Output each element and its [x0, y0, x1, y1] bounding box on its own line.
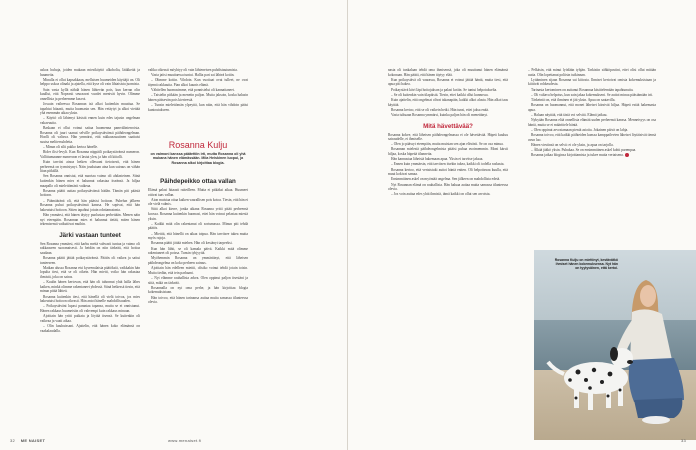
- body-paragraph: Hän toivoo, että hänen tarinansa auttaa muita samassa tilanteessa olevia.: [148, 295, 248, 305]
- body-paragraph: Myöhemmin Rosanna on ymmärtänyt, että läheisen päihdeongelma on koko perheen sairaus.: [148, 256, 248, 265]
- body-paragraph: Rosanna päätti jättää miehen. Hän oli kestänyt tarpeeksi.: [151, 241, 233, 246]
- body-paragraph: – Olimme kotiin. Vihdoin. Kun vuotiaat ovat tulleet, ne ovat täynnä rakkautta. Pian alkoi kaunis elämä.: [148, 78, 248, 87]
- body-paragraph: – Taistelin pitkään ja menetin paljon. Mutta jaksoin, koska halusin hänen pääsevän pois kierteestä.: [148, 93, 248, 102]
- body-paragraph: Sen Rosanna onnistui, että nuortaa vaimo oli ahdasteinen. Siinä kuitenkin hänen mies ei halunnut rakastaa itseänsä. Ja hiljaa maapallo oli mielettömästi vaikeaa.: [40, 174, 140, 188]
- page-number-right: 33: [680, 438, 686, 443]
- body-paragraph: – Älkää jääkö yksin. Puhukaa. Se on ensimmäinen askel kohti parempaa.: [531, 148, 637, 153]
- body-paragraph: – Miettiä, että hänellä on aikaa toipua. Hän tarvitsee tukea mutta myös rajoja.: [148, 231, 248, 241]
- body-paragraph: – Jos voin auttaa edes yhtä ihmistä, tämä kaikki on ollut sen arvoista.: [391, 192, 491, 197]
- body-paragraph: Rosannalla on nyt oma perhe, ja hän kirjoittaa blogia kokemuksistaan.: [148, 285, 248, 295]
- body-paragraph: – Olen jo päässyt eteenpäin, mutta muistan sen ajan elävästi. Se on osa minua.: [391, 142, 504, 147]
- body-paragraph: – Haluan näyttää, että tästä voi selvitä. Elämä jatkuu.: [531, 112, 608, 117]
- left-footer: [10, 438, 45, 443]
- left-column-2: [148, 68, 248, 438]
- subheading-paihdepeikko: Päihdepeikko ottaa vallan: [160, 177, 236, 185]
- body-paragraph: Sen Rosanna ymmärsi, että karhu meitä vahvasti tuntua ja vaimo oli rakkaaseen suoranaisesti. Ja heidän on niin tärkeää, että hoitoa saadaan.: [40, 241, 140, 255]
- body-paragraph: Rosanna kertoo, että vertaistuki auttoi häntä eniten. Oli helpottavaa kuulla, että muut kokivat samaa.: [388, 167, 508, 177]
- pull-quote-desc: on vaimoni kanssa päätettiin irti, mutta Rosanna oli yhä mukana hänen elämässään. Miia Heiskinen luopui, ja Rosanna alkoi kirjoittaa blogia.: [150, 152, 246, 165]
- photo-caption: Rosanna Kulju on miettinyt, kestävätkö ihmiset hänen kokemuksensa. Nyt hän on tyytyväinen, että kertoi.: [554, 258, 618, 271]
- body-paragraph: Rosanna kuitenkin tiesi, että hänellä oli vielä toivoa, jos mies hakeutuisi hoitoon oikeasti. Hän antoi hänelle mahdollisuuden.: [40, 294, 140, 304]
- left-column-1: [40, 68, 140, 438]
- body-paragraph: – Kuulin hänen kertovan, että hän oli tuhonnut yhtä lailla lähes kaiken, minkä olimme rakentaneet yhdessä. Siinä hetkessä tiesin, että minun pitää lähteä.: [40, 280, 140, 294]
- body-paragraph: Nyt Rosannan elämä on rauhallista. Hän haluaa auttaa muita samassa tilanteessa olevia.: [388, 182, 508, 192]
- body-paragraph: – Päämääränä oli, että hän pääsisi hoitoon. Puhelun jälkeen Rosanna puhui poikaystävänsä kanssa. He sopivat, että hän hakeutuisi hoitoon. Sitten tapahtui jotain odottamatonta.: [40, 198, 140, 212]
- body-paragraph: Rosanna päätti jättää poikaystävänsä. Päätös oli vaikea ja sattui tunteeseen.: [40, 256, 140, 265]
- body-paragraph: Rosanna kertoo, että se oli vaikein hetki. Hän tunsi, ettei jaksa enää.: [391, 107, 489, 112]
- body-paragraph: Tärkeintä on, että ihminen ei jää yksin. Apua on saatavilla.: [531, 97, 616, 102]
- body-paragraph: Hän kannustaa läheisiä hakemaan apua. Yksin ei tarvitse jaksaa.: [391, 157, 484, 162]
- left-footer-url: [168, 438, 201, 443]
- body-paragraph: Kun hän lähti, se oli kamala päivä. Kaikki mitä olimme rakentaneet oli poissa. Tunsin tyhjyyttä.: [148, 246, 248, 256]
- body-paragraph: – Minun oli silti pakko kertoa hänelle.: [43, 145, 98, 150]
- body-paragraph: Hänen viestinsä on selvä: et ole yksin, ja apua on tarjolla.: [531, 142, 614, 147]
- body-paragraph: Matkan alussa Rosanna etsi kyseenalaisia päätöksiä, vaikkakin hän lopulta tiesi, että se oli oikein. Hän mietti, voiko hän rakastaa ihmistä, joka on sairas.: [40, 265, 140, 280]
- body-paragraph: – Se oli kuitenkin vain tilapäistä. Tiesin, ettei kaikki ollut kunnossa.: [391, 92, 489, 97]
- body-paragraph: Sain vasta kyllä nähdä hänen lähtevän pois, kun kerran olin kuullut, että Nopeasti seuraavat vuodet menivät hyvin. Olimme onnellisia ja perheemme kasvoi.: [40, 87, 140, 101]
- body-paragraph: Poikaystävä kävi läpi hoitojakson ja palasi kotiin. Se tuntui helpotukselta.: [391, 87, 498, 92]
- beach-photo-illustration: [534, 250, 696, 440]
- subheading-jarki: Järki vastaan tunteet: [59, 231, 121, 239]
- body-paragraph: – Ennen kuin ymmärsin, että tarvitsen itsekin tukea, kaikki oli todella raskasta.: [391, 162, 505, 167]
- subheading-mita: Mitä hävettävää?: [423, 122, 473, 130]
- body-paragraph: Rosannan mielestä päihdeongelmista pitäisi puhua avoimemmin. Moni kärsii hiljaa, koska häpeää tilannetta.: [388, 147, 508, 157]
- body-paragraph: Rosanna jatkaa bloginsa kirjoittamista ja tukee muita vertaisena.: [528, 153, 656, 158]
- body-paragraph: – Kaikki mitä olin rakentanut oli sortumassa. Minun piti tehdä päätös.: [148, 221, 248, 231]
- body-paragraph: – Nyt elämme rauhallista arkea. Olen oppinut paljon itsestäni ja siitä, mikä on tärkeää.: [148, 275, 248, 285]
- body-paragraph: Baskaan ei ollut voinut saitaa huomenna pamvälinterroista. Rosanna oli juuri saanut selville poikaystävänsä päihdeongelman. Hoolli oli valtava. Hän yrnmärsi, että rakkaussuutinen saattaisi suutsa melitersuhdetta.: [40, 126, 140, 144]
- body-paragraph: Jossain vaiheessa Rosannan isä alkoi kuitenkin muuttua. Se tapahtui hitaasti, mutta huomasin sen. Hän vetäytyi ja alkoi viettää yhä enemmän aikaa yksin.: [40, 101, 140, 116]
- magazine-url: www.menaiset.fi: [168, 438, 202, 443]
- body-paragraph: Kuin ajattelin, että ongelmat olivat takanapäin, kaikki alkoi alusta. Hän alkoi taas käyttää.: [388, 97, 508, 107]
- right-column-1: [388, 68, 508, 300]
- body-paragraph: Rosanna toivoo, että kaikki päihteiden kanssa kamppailevien läheiset löytäisivät tiensä avun luo.: [528, 133, 656, 142]
- body-paragraph: Siitä alkoi kierre, jonka aikana Rosanna yritti pitää perheensä koossa. Rosanna kuitenkin huomasi, ettei hän voinut pelastaa miestä yksin.: [148, 207, 248, 221]
- body-paragraph: valtka oikeasti möyhtyy oli vain lähteneisen puhdistautumista.: [148, 68, 238, 72]
- body-paragraph: – Oli valtava helpotus, kun sain jakaa kokemukseni. Se auttoi minua päästämään irti.: [531, 92, 654, 97]
- body-paragraph: Lyttäminen sijaan Rosanna sai kiitosta. Ihmiset kertoivat omista kokemuksistaan ja kiittivät rohkeudesta.: [528, 77, 656, 87]
- body-paragraph: – Poikaystäväni lupasi parantaa tapansa, mutta se ei onnistunut. Hänen rakkaus huumeisiin oli vahvempi kuin rakkaus minuun.: [40, 304, 140, 313]
- magazine-brand: ME NAISET: [20, 438, 46, 443]
- body-paragraph: Vasta jaitsi muuttaessa tuntui. Hallia pari sai lähteä kotiin.: [151, 73, 235, 78]
- body-paragraph: – Tunsin mielettömän ylpeyttä, kun näin, että hän vihdoin pääsi kuntoutukseen.: [148, 103, 248, 112]
- body-paragraph: Aion muistaa ottaa kaiken vaarallisen pois kotoa. Tiesin, että hän ei ole vielä valmis.: [148, 197, 248, 207]
- body-paragraph: Rosanna päätti auttaa poikaystävänsä hädän. Tämän piti päästä hoitoon.: [40, 188, 140, 198]
- body-paragraph: – Olen oppinut arvostamaan pieniä asioita. Jokainen päivä on lahja.: [531, 127, 629, 132]
- body-paragraph: Elämä palasi hitaasti raiteilleen. Mutta ei pitkäksi aikaa. Huumeet ottivat taas vallan.: [148, 187, 248, 197]
- end-of-article-icon: [625, 153, 629, 157]
- body-paragraph: Vasta tultuaan Rosanna ymmärsi, kuinka paljon hän oli menettänyt.: [391, 112, 489, 117]
- body-paragraph: nasta oli tunkalaan tehdä oma ihmisensä, joka oli muuttanut hänen elämänsä kokonaan. Hän päätti, että hänen täytyy elää.: [388, 68, 508, 77]
- body-paragraph: Kuin tarvitsi ainoa hetken ollessani tietoisesti, että hänen perheensä on tyrmistynyt. Näin joudutaan aina kun sairaus on vähän liian pitkällä.: [40, 160, 140, 174]
- page-number: 32: [10, 438, 16, 443]
- right-page: [348, 0, 696, 450]
- body-paragraph: – Käyttö oli lähtenyt käsistä ennen kuin edes tajusin ongelman vakavuutta.: [40, 116, 140, 125]
- body-paragraph: Ajoittain hän edelleen miettii, olisiko voinut tehdä jotain toisin. Mutta tiedän, että tein parhaani.: [148, 266, 248, 275]
- pull-quote: [150, 140, 246, 165]
- body-paragraph: Rosanna kokee, että läheisen päihdeongelmassa ei ole hävettävää. Häpeä kuuluu sairaudelle, ei ihmiselle.: [388, 132, 508, 142]
- body-paragraph: Tarinasta kertominen on auttanut Rosannaa käsittelemään tapahtunutta.: [531, 87, 634, 92]
- body-paragraph: – Olin kauhuissani. Ajattelin, että hänen koko elämänsä on vaakalaudalla.: [40, 323, 140, 333]
- body-paragraph: Ensimmäinen askel on myöntää ongelma. Sen jälkeen on mahdollista edetä.: [391, 177, 501, 182]
- body-paragraph: Ajoittain hän yritti paikata ja löytää itsensä. Se kuitenkin oli vaikeaa ja vaati aikaa.: [40, 314, 140, 323]
- body-paragraph: Rider ilisi-levylt. Kun Rosanna näppäili poikaystävänsä numeron. Vallittumaanne numeroon ei lastut ylen, ja hän oli kiitolli.: [40, 150, 140, 159]
- body-paragraph: Rosanna on huomannut, että monet läheiset kärsivät hiljaa. Häpeä estää hakemasta apua.: [528, 103, 656, 112]
- body-paragraph: uskoa huhuja, joiden mukaan miesikäyttö alkoholia, lääkkeitä ja huumeita.: [40, 68, 140, 77]
- body-paragraph: – Pelkäsin, että minut lyödään tyhjän. Tarkistin sähköpostini, ettei olisi ollut mitään uutta. Olin lopettanut poliisin tutkinnan.: [528, 68, 656, 77]
- body-paragraph: Kun poikaystävä oli vaarassa, Rosanna ei voinut jättää häntä, mutta tiesi, että apua piti hakea.: [388, 77, 508, 87]
- pull-quote-name: Rosanna Kulju: [168, 140, 228, 150]
- body-paragraph: Nykyään Rosanna elää onnellista elämää uuden perheensä kanssa. Menneisyys on osa häntä, mutta se ei määrittele häntä.: [528, 118, 656, 127]
- right-footer: [681, 438, 686, 443]
- photo-rosanna-dalmatian: [534, 250, 696, 440]
- body-paragraph: Vähitellen huomasimme, että ponnistelut oli kannattaneet.: [151, 88, 235, 93]
- body-paragraph: Hän ymmärsi, että hänen täytyy puolustaa perhettään. Menen näin nyt eteenpäin. Rosannan mies ei halunnut tietää, miten hänen tekemisensä vaikuttivat muihin.: [40, 212, 140, 227]
- right-column-2: [528, 68, 656, 258]
- body-paragraph: Minulla ei ollut kapsakkaan, mellaisen huumeiden käyttäjä on. Oli helppo uskoa olinaki ja ajatella, että kyse oli vain lihtaisista juomista.: [40, 77, 140, 87]
